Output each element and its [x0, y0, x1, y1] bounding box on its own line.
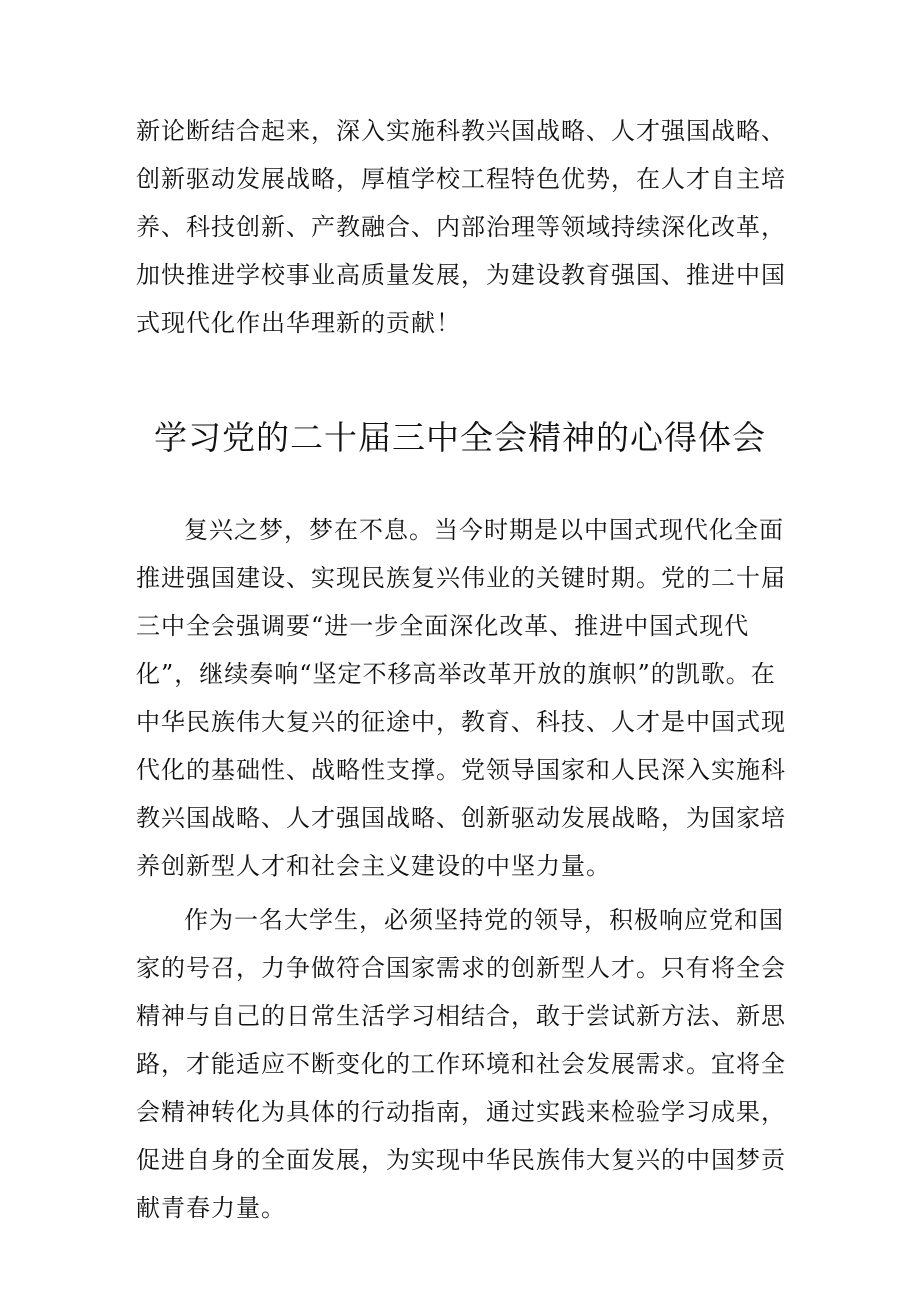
document-title: 学习党的二十届三中全会精神的心得体会: [154, 418, 766, 457]
continuation-paragraph: 新论断结合起来，深入实施科教兴国战略、人才强国战略、创新驱动发展战略，厚植学校工程特色优势，在人才自主培养、科技创新、产教融合、内部治理等领域持续深化改革，加快推进学校事业高质量发展，为建设教育强国、推进中国式现代化作出华理新的贡献！: [136, 117, 786, 337]
body-paragraph-1: 复兴之梦，梦在不息。当今时期是以中国式现代化全面推进强国建设、实现民族复兴伟业的关键时期。党的二十届三中全会强调要“进一步全面深化改革、推进中国式现代化”，继续奏响“坚定不移高举改革开放的旗帜”的凯歌。在中华民族伟大复兴的征途中，教育、科技、人才是中国式现代化的基础性、战略性支撑。党领导国家和人民深入实施科教兴国战略、人才强国战略、创新驱动发展战略，为国家培养创新型人才和社会主义建设的中坚力量。: [136, 516, 786, 880]
document-body: [136, 506, 798, 1232]
body-paragraph-2: 作为一名大学生，必须坚持党的领导，积极响应党和国家的号召，力争做符合国家需求的创新型人才。只有将全会精神与自己的日常生活学习相结合，敢于尝试新方法、新思路，才能适应不断变化的工作环境和社会发展需求。宜将全会精神转化为具体的行动指南，通过实践来检验学习成果，促进自身的全面发展，为实现中华民族伟大复兴的中国梦贡献青春力量。: [136, 906, 786, 1222]
